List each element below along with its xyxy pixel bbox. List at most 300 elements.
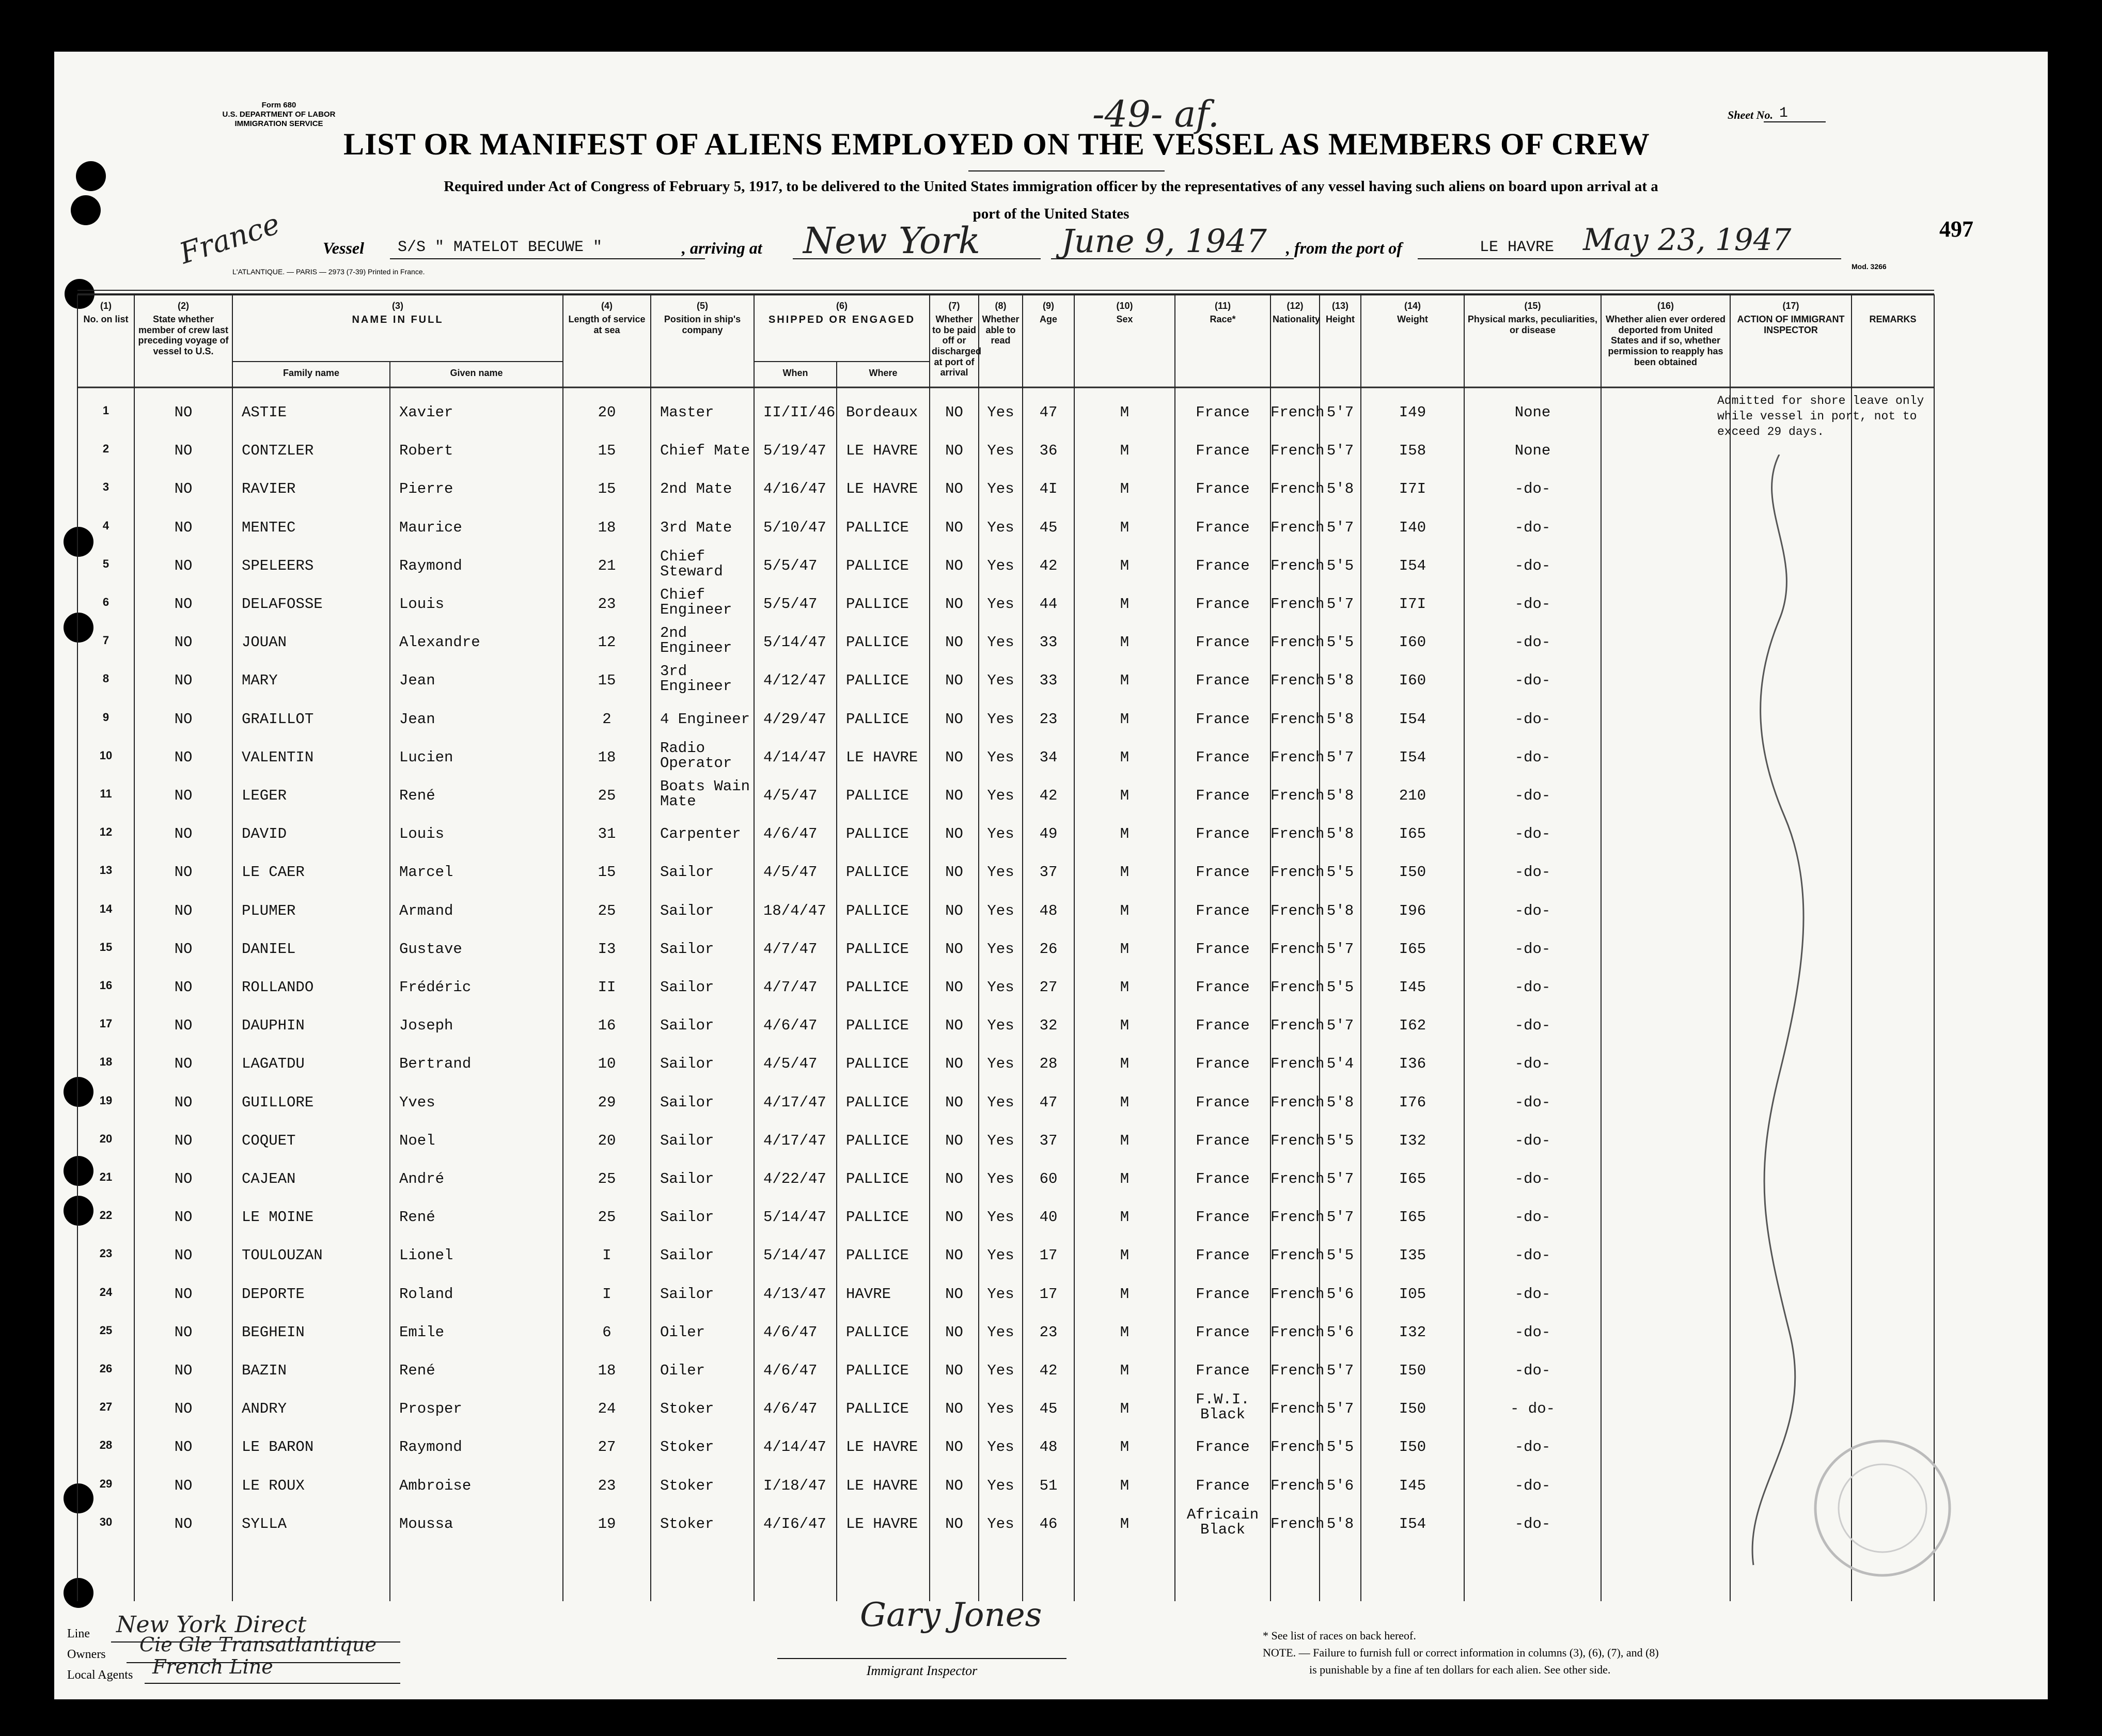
footnotes bbox=[1263, 1627, 1659, 1678]
position: Sailor bbox=[660, 902, 714, 919]
service-length: I bbox=[602, 1285, 611, 1303]
physical-marks: None bbox=[1514, 442, 1551, 460]
shipped-where: PALLICE bbox=[846, 1170, 909, 1187]
physical-marks: -do- bbox=[1514, 1438, 1551, 1456]
shipped-where: LE HAVRE bbox=[846, 442, 918, 460]
race: France bbox=[1196, 1477, 1250, 1494]
family-name: BAZIN bbox=[242, 1362, 287, 1379]
manifest-subtitle: Required under Act of Congress of February 5, 1917, to be delivered to the United States immigration officer by the representatives of any vessel having such aliens on board upon arrival at a bbox=[444, 178, 1658, 195]
sex: M bbox=[1120, 634, 1130, 651]
given-name: Jean bbox=[399, 672, 435, 690]
shipped-where: PALLICE bbox=[846, 1017, 909, 1035]
paid-off: NO bbox=[945, 1209, 963, 1226]
weight: I50 bbox=[1399, 1400, 1426, 1418]
race: France bbox=[1196, 1438, 1250, 1456]
prior-voyage: NO bbox=[174, 1017, 193, 1035]
column-header: Sex bbox=[1116, 314, 1133, 324]
able-to-read: Yes bbox=[987, 940, 1014, 958]
service-length: 25 bbox=[598, 902, 616, 919]
column-header: State whether member of crew last preceding voyage of vessel to U.S. bbox=[138, 314, 229, 357]
prior-voyage: NO bbox=[174, 787, 193, 804]
family-name: DAUPHIN bbox=[242, 1017, 305, 1035]
shipped-when: 4/29/47 bbox=[763, 710, 826, 728]
paid-off: NO bbox=[945, 1247, 963, 1264]
weight: I65 bbox=[1399, 1209, 1426, 1226]
family-name: DAVID bbox=[242, 825, 287, 843]
physical-marks: -do- bbox=[1514, 1209, 1551, 1226]
shipped-where: PALLICE bbox=[846, 557, 909, 574]
nationality: French bbox=[1270, 596, 1325, 613]
height: 5'7 bbox=[1326, 442, 1354, 460]
row-number: 8 bbox=[102, 672, 109, 685]
departure-port: LE HAVRE bbox=[1480, 239, 1555, 256]
footnote-penalty: NOTE. — Failure to furnish full or correct information in columns (3), (6), (7), and (8) bbox=[1263, 1646, 1659, 1659]
race: France bbox=[1196, 519, 1250, 536]
race: France bbox=[1196, 979, 1250, 996]
column-header: Height bbox=[1326, 314, 1355, 324]
able-to-read: Yes bbox=[987, 787, 1014, 804]
position: 3rd Mate bbox=[660, 519, 732, 536]
row-number: 24 bbox=[99, 1285, 113, 1299]
able-to-read: Yes bbox=[987, 672, 1014, 690]
prior-voyage: NO bbox=[174, 1170, 193, 1187]
sex: M bbox=[1120, 864, 1130, 881]
weight: I54 bbox=[1399, 1515, 1426, 1532]
row-number: 6 bbox=[102, 596, 109, 608]
age: 42 bbox=[1039, 1362, 1058, 1379]
paid-off: NO bbox=[945, 748, 963, 766]
service-length: 15 bbox=[598, 442, 616, 460]
sex: M bbox=[1120, 1170, 1130, 1187]
sex: M bbox=[1120, 1209, 1130, 1226]
column-number: (6) bbox=[836, 301, 848, 311]
age: 48 bbox=[1039, 902, 1058, 919]
nationality: French bbox=[1270, 825, 1325, 843]
shipped-when: II/II/46 bbox=[763, 404, 836, 421]
weight: I45 bbox=[1399, 1477, 1426, 1494]
given-name: René bbox=[399, 787, 435, 804]
sex: M bbox=[1120, 1093, 1130, 1111]
prior-voyage: NO bbox=[174, 940, 193, 958]
able-to-read: Yes bbox=[987, 1132, 1014, 1149]
sex: M bbox=[1120, 1400, 1130, 1418]
given-name: René bbox=[399, 1209, 435, 1226]
shipped-where: PALLICE bbox=[846, 1323, 909, 1341]
prior-voyage: NO bbox=[174, 519, 193, 536]
shipped-when: 4/5/47 bbox=[763, 787, 818, 804]
family-name: LAGATDU bbox=[242, 1055, 305, 1073]
family-name: PLUMER bbox=[242, 902, 296, 919]
age: 49 bbox=[1039, 825, 1058, 843]
able-to-read: Yes bbox=[987, 1209, 1014, 1226]
given-name: Moussa bbox=[399, 1515, 453, 1532]
sex: M bbox=[1120, 519, 1130, 536]
shipped-where: PALLICE bbox=[846, 1055, 909, 1073]
age: 40 bbox=[1039, 1209, 1058, 1226]
shipped-where: PALLICE bbox=[846, 519, 909, 536]
shipped-where: PALLICE bbox=[846, 787, 909, 804]
physical-marks: -do- bbox=[1514, 787, 1551, 804]
column-number: (8) bbox=[995, 301, 1007, 311]
height: 5'5 bbox=[1326, 1247, 1354, 1264]
column-number: (13) bbox=[1331, 301, 1348, 311]
given-name: Pierre bbox=[399, 480, 453, 498]
able-to-read: Yes bbox=[987, 1400, 1014, 1418]
row-number: 16 bbox=[99, 979, 113, 992]
paid-off: NO bbox=[945, 557, 963, 574]
height: 5'7 bbox=[1326, 596, 1354, 613]
position: Stoker bbox=[660, 1477, 714, 1494]
age: 60 bbox=[1039, 1170, 1058, 1187]
physical-marks: -do- bbox=[1514, 557, 1551, 574]
column-subheader: Given name bbox=[450, 368, 503, 378]
shipped-when: 5/5/47 bbox=[763, 596, 818, 613]
race: France bbox=[1196, 1247, 1250, 1264]
nationality: French bbox=[1270, 1438, 1325, 1456]
service-length: 6 bbox=[602, 1323, 611, 1341]
arriving-label: , arriving at bbox=[682, 239, 762, 257]
shipped-when: 4/6/47 bbox=[763, 1323, 818, 1341]
shipped-when: 4/6/47 bbox=[763, 825, 818, 843]
stamp-number: 497 bbox=[1939, 216, 1973, 242]
shipped-where: PALLICE bbox=[846, 825, 909, 843]
row-number: 2 bbox=[102, 442, 109, 456]
weight: I96 bbox=[1399, 902, 1426, 919]
family-name: CAJEAN bbox=[242, 1170, 296, 1187]
shipped-when: 4/6/47 bbox=[763, 1362, 818, 1379]
sheet-label: Sheet No. bbox=[1728, 108, 1773, 121]
height: 5'5 bbox=[1326, 634, 1354, 651]
service-length: 31 bbox=[598, 825, 616, 843]
height: 5'6 bbox=[1326, 1285, 1354, 1303]
shipped-when: 4/13/47 bbox=[763, 1285, 826, 1303]
prior-voyage: NO bbox=[174, 825, 193, 843]
service-length: I bbox=[602, 1247, 611, 1264]
family-name: BEGHEIN bbox=[242, 1323, 305, 1341]
given-name: Frédéric bbox=[399, 979, 472, 996]
weight: I7I bbox=[1399, 596, 1426, 613]
able-to-read: Yes bbox=[987, 1093, 1014, 1111]
manifest-subtitle-2: port of the United States bbox=[972, 206, 1130, 222]
service-length: I3 bbox=[598, 940, 616, 958]
footnote-races: * See list of races on back hereof. bbox=[1263, 1629, 1416, 1642]
weight: I7I bbox=[1399, 480, 1426, 498]
race: France bbox=[1196, 557, 1250, 574]
position: Radio Operator bbox=[660, 739, 732, 772]
shipped-where: HAVRE bbox=[846, 1285, 891, 1303]
row-number: 30 bbox=[99, 1515, 113, 1528]
service-length: 2 bbox=[602, 710, 611, 728]
weight: I62 bbox=[1399, 1017, 1426, 1035]
given-name: Ambroise bbox=[399, 1477, 472, 1494]
age: 33 bbox=[1039, 672, 1058, 690]
service-length: 21 bbox=[598, 557, 616, 574]
able-to-read: Yes bbox=[987, 596, 1014, 613]
sex: M bbox=[1120, 596, 1130, 613]
handwritten-reference: -49- af. bbox=[1092, 93, 1220, 135]
family-name: LE BARON bbox=[242, 1438, 314, 1456]
service-length: 23 bbox=[598, 596, 616, 613]
age: 47 bbox=[1039, 1093, 1058, 1111]
shipped-where: LE HAVRE bbox=[846, 1477, 918, 1494]
shipped-when: 4/17/47 bbox=[763, 1132, 826, 1149]
weight: I05 bbox=[1399, 1285, 1426, 1303]
race: France bbox=[1196, 1362, 1250, 1379]
shipped-where: PALLICE bbox=[846, 1400, 909, 1418]
position: Stoker bbox=[660, 1400, 714, 1418]
height: 5'8 bbox=[1326, 1093, 1354, 1111]
shipped-where: PALLICE bbox=[846, 1093, 909, 1111]
agents-value: French Line bbox=[152, 1655, 273, 1678]
service-length: 18 bbox=[598, 519, 616, 536]
given-name: Xavier bbox=[399, 404, 453, 421]
nationality: French bbox=[1270, 1285, 1325, 1303]
family-name: ASTIE bbox=[242, 404, 287, 421]
position: Sailor bbox=[660, 1285, 714, 1303]
physical-marks: -do- bbox=[1514, 1093, 1551, 1111]
form-number: Form 680 bbox=[261, 101, 296, 110]
paid-off: NO bbox=[945, 442, 963, 460]
paid-off: NO bbox=[945, 979, 963, 996]
shipped-when: 4/14/47 bbox=[763, 1438, 826, 1456]
physical-marks: -do- bbox=[1514, 672, 1551, 690]
able-to-read: Yes bbox=[987, 1515, 1014, 1532]
line-label: Line bbox=[67, 1627, 90, 1640]
given-name: Raymond bbox=[399, 1438, 462, 1456]
physical-marks: -do- bbox=[1514, 1477, 1551, 1494]
shipped-when: 5/10/47 bbox=[763, 519, 826, 536]
owners-value: Cie Gle Transatlantique bbox=[139, 1633, 377, 1656]
paid-off: NO bbox=[945, 634, 963, 651]
prior-voyage: NO bbox=[174, 480, 193, 498]
race: France bbox=[1196, 710, 1250, 728]
weight: I76 bbox=[1399, 1093, 1426, 1111]
shipped-where: LE HAVRE bbox=[846, 748, 918, 766]
prior-voyage: NO bbox=[174, 1515, 193, 1532]
race: France bbox=[1196, 672, 1250, 690]
shipped-when: 4/7/47 bbox=[763, 979, 818, 996]
prior-voyage: NO bbox=[174, 710, 193, 728]
height: 5'7 bbox=[1326, 1209, 1354, 1226]
physical-marks: -do- bbox=[1514, 825, 1551, 843]
height: 5'7 bbox=[1326, 940, 1354, 958]
position: Oiler bbox=[660, 1362, 705, 1379]
family-name: JOUAN bbox=[242, 634, 287, 651]
race: France bbox=[1196, 1285, 1250, 1303]
race: France bbox=[1196, 1055, 1250, 1073]
paid-off: NO bbox=[945, 519, 963, 536]
manifest-sheet bbox=[54, 52, 2048, 1699]
weight: I50 bbox=[1399, 864, 1426, 881]
shipped-where: LE HAVRE bbox=[846, 480, 918, 498]
service-length: 20 bbox=[598, 404, 616, 421]
age: 26 bbox=[1039, 940, 1058, 958]
position: Chief Steward bbox=[660, 548, 723, 580]
paid-off: NO bbox=[945, 1285, 963, 1303]
given-name: Maurice bbox=[399, 519, 462, 536]
sex: M bbox=[1120, 1285, 1130, 1303]
race: France bbox=[1196, 748, 1250, 766]
prior-voyage: NO bbox=[174, 864, 193, 881]
position: Master bbox=[660, 404, 714, 421]
position: Sailor bbox=[660, 979, 714, 996]
shipped-when: 5/5/47 bbox=[763, 557, 818, 574]
given-name: Lucien bbox=[399, 748, 453, 766]
paid-off: NO bbox=[945, 710, 963, 728]
age: 42 bbox=[1039, 557, 1058, 574]
row-number: 22 bbox=[99, 1209, 113, 1222]
age: 37 bbox=[1039, 864, 1058, 881]
row-number: 25 bbox=[99, 1323, 113, 1337]
nationality: French bbox=[1270, 787, 1325, 804]
column-header: Whether able to read bbox=[982, 314, 1019, 346]
column-header: Whether to be paid off or discharged at port of arrival bbox=[932, 314, 982, 378]
family-name: RAVIER bbox=[242, 480, 296, 498]
paid-off: NO bbox=[945, 672, 963, 690]
nationality: French bbox=[1270, 404, 1325, 421]
nationality: French bbox=[1270, 864, 1325, 881]
sex: M bbox=[1120, 710, 1130, 728]
age: 36 bbox=[1039, 442, 1058, 460]
age: 44 bbox=[1039, 596, 1058, 613]
family-name: LE CAER bbox=[242, 864, 305, 881]
column-number: (1) bbox=[100, 301, 112, 311]
row-number: 19 bbox=[99, 1093, 113, 1107]
physical-marks: -do- bbox=[1514, 748, 1551, 766]
sex: M bbox=[1120, 1247, 1130, 1264]
prior-voyage: NO bbox=[174, 979, 193, 996]
position: Sailor bbox=[660, 864, 714, 881]
row-number: 4 bbox=[102, 519, 109, 532]
weight: I60 bbox=[1399, 672, 1426, 690]
paid-off: NO bbox=[945, 902, 963, 919]
sex: M bbox=[1120, 1132, 1130, 1149]
shipped-when: 4/5/47 bbox=[763, 1055, 818, 1073]
column-subheader: When bbox=[782, 368, 808, 378]
column-header: ACTION OF IMMIGRANT INSPECTOR bbox=[1737, 314, 1845, 335]
position: Chief Engineer bbox=[660, 586, 732, 618]
inspector-label: Immigrant Inspector bbox=[866, 1663, 978, 1678]
shipped-when: 5/14/47 bbox=[763, 1247, 826, 1264]
prior-voyage: NO bbox=[174, 1209, 193, 1226]
shipped-when: 4/7/47 bbox=[763, 940, 818, 958]
row-number: 28 bbox=[99, 1438, 113, 1452]
height: 5'8 bbox=[1326, 825, 1354, 843]
prior-voyage: NO bbox=[174, 902, 193, 919]
age: 46 bbox=[1039, 1515, 1058, 1532]
shipped-where: LE HAVRE bbox=[846, 1515, 918, 1532]
family-name: TOULOUZAN bbox=[242, 1247, 323, 1264]
prior-voyage: NO bbox=[174, 672, 193, 690]
inspector-wavy-line bbox=[1733, 455, 1826, 1570]
weight: I45 bbox=[1399, 979, 1426, 996]
nationality: French bbox=[1270, 1132, 1325, 1149]
height: 5'5 bbox=[1326, 557, 1354, 574]
shipped-when: 4/I6/47 bbox=[763, 1515, 826, 1532]
prior-voyage: NO bbox=[174, 1093, 193, 1111]
weight: I54 bbox=[1399, 748, 1426, 766]
age: 45 bbox=[1039, 1400, 1058, 1418]
prior-voyage: NO bbox=[174, 1400, 193, 1418]
age: 47 bbox=[1039, 404, 1058, 421]
service-length: 18 bbox=[598, 748, 616, 766]
paid-off: NO bbox=[945, 1093, 963, 1111]
row-number: 14 bbox=[99, 902, 113, 915]
agents-label: Local Agents bbox=[67, 1668, 133, 1682]
nationality: French bbox=[1270, 1362, 1325, 1379]
paid-off: NO bbox=[945, 940, 963, 958]
shipped-when: I/18/47 bbox=[763, 1477, 826, 1494]
column-number: (3) bbox=[392, 301, 403, 311]
shipped-when: 4/6/47 bbox=[763, 1017, 818, 1035]
family-name: LE MOINE bbox=[242, 1209, 314, 1226]
nationality: French bbox=[1270, 940, 1325, 958]
given-name: Louis bbox=[399, 825, 445, 843]
position: Chief Mate bbox=[660, 442, 750, 460]
sex: M bbox=[1120, 902, 1130, 919]
sex: M bbox=[1120, 1515, 1130, 1532]
printer-line: L'ATLANTIQUE. — PARIS — 2973 (7-39) Printed in France. bbox=[232, 268, 425, 276]
prior-voyage: NO bbox=[174, 1323, 193, 1341]
column-number: (9) bbox=[1043, 301, 1054, 311]
shipped-when: 4/5/47 bbox=[763, 864, 818, 881]
physical-marks: - do- bbox=[1510, 1400, 1555, 1418]
nationality: French bbox=[1270, 979, 1325, 996]
service-length: 24 bbox=[598, 1400, 616, 1418]
position: Oiler bbox=[660, 1323, 705, 1341]
physical-marks: -do- bbox=[1514, 1323, 1551, 1341]
paid-off: NO bbox=[945, 864, 963, 881]
position: Sailor bbox=[660, 1093, 714, 1111]
row-number: 11 bbox=[100, 787, 112, 800]
age: 4I bbox=[1039, 480, 1058, 498]
nationality: French bbox=[1270, 1477, 1325, 1494]
age: 17 bbox=[1039, 1285, 1058, 1303]
weight: I65 bbox=[1399, 1170, 1426, 1187]
physical-marks: -do- bbox=[1514, 1247, 1551, 1264]
paid-off: NO bbox=[945, 1400, 963, 1418]
height: 5'7 bbox=[1326, 404, 1354, 421]
given-name: André bbox=[399, 1170, 445, 1187]
shipped-where: PALLICE bbox=[846, 634, 909, 651]
weight: I60 bbox=[1399, 634, 1426, 651]
family-name: ROLLANDO bbox=[242, 979, 314, 996]
race: France bbox=[1196, 480, 1250, 498]
able-to-read: Yes bbox=[987, 710, 1014, 728]
weight: I36 bbox=[1399, 1055, 1426, 1073]
weight: I35 bbox=[1399, 1247, 1426, 1264]
shipped-where: PALLICE bbox=[846, 1132, 909, 1149]
position: Stoker bbox=[660, 1438, 714, 1456]
able-to-read: Yes bbox=[987, 557, 1014, 574]
service-length: 10 bbox=[598, 1055, 616, 1073]
column-header: Nationality bbox=[1273, 314, 1321, 324]
paid-off: NO bbox=[945, 825, 963, 843]
height: 5'5 bbox=[1326, 979, 1354, 996]
height: 5'8 bbox=[1326, 1515, 1354, 1532]
shipped-when: 4/22/47 bbox=[763, 1170, 826, 1187]
race: France bbox=[1196, 442, 1250, 460]
nationality: French bbox=[1270, 1247, 1325, 1264]
shipped-where: Bordeaux bbox=[846, 404, 918, 421]
nationality: French bbox=[1270, 519, 1325, 536]
race: France bbox=[1196, 1209, 1250, 1226]
height: 5'5 bbox=[1326, 1438, 1354, 1456]
position: Boats Wain Mate bbox=[660, 778, 750, 810]
able-to-read: Yes bbox=[987, 1362, 1014, 1379]
paid-off: NO bbox=[945, 404, 963, 421]
column-header: Length of service at sea bbox=[568, 314, 646, 335]
